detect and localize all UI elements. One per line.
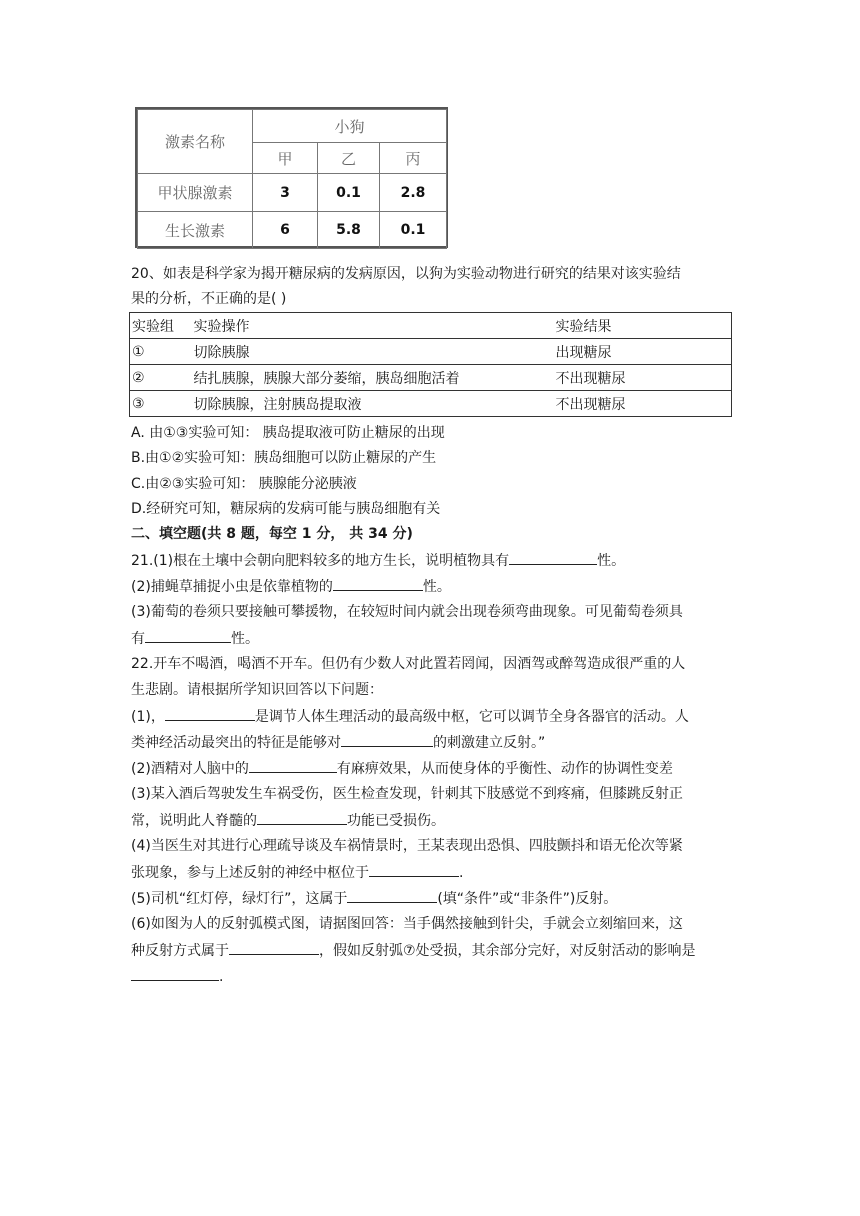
q22-line5 [131, 758, 673, 779]
answer-blank[interactable] [165, 706, 255, 721]
q22-line2: 生悲剧。请根据所学知识回答以下问题： [131, 682, 383, 698]
q22-line11: (6)如图为人的反射弧模式图，请据图回答：当手偶然接触到针尖，手就会立刻缩回来，这 [131, 916, 683, 932]
answer-blank[interactable] [145, 628, 231, 643]
header-puppy: 小狗 [253, 110, 447, 143]
answer-blank[interactable] [347, 888, 437, 903]
experiment-table [129, 312, 732, 417]
answer-blank[interactable] [341, 732, 433, 747]
q21-text: 21.(1)根在土壤中会朝向肥料较多的地方生长，说明植物具有 [131, 553, 510, 569]
cell-operation: 切除胰腺 [192, 339, 554, 365]
q22-line7 [131, 810, 445, 831]
table-row [130, 365, 732, 391]
q21-text: (2)捕蝇草捕捉小虫是依靠植物的 [131, 579, 333, 595]
q22-text: 张现象，参与上述反射的神经中枢位于 [131, 865, 369, 881]
q22-text: 的刺激建立反射。” [433, 735, 546, 751]
q21-text: 性。 [422, 579, 451, 595]
option-b: B.由①②实验可知：胰岛细胞可以防止糖尿的产生 [131, 450, 437, 466]
q22-line1: 22.开车不喝酒，喝酒不开车。但仍有少数人对此置若罔闻，因酒驾或醉驾造成很严重的人 [131, 656, 686, 672]
cell-value: 0.1 [380, 212, 447, 249]
option-c: C.由②③实验可知： 胰腺能分泌胰液 [131, 476, 357, 492]
q22-line9 [131, 862, 463, 883]
answer-blank[interactable] [131, 966, 219, 981]
cell-value: 6 [253, 212, 318, 249]
q21-text: 有 [131, 631, 145, 647]
q22-line13 [131, 966, 223, 987]
q22-line8: (4)当医生对其进行心理疏导谈及车祸情景时，王某表现出恐惧、四肢颤抖和语无伦次等紧 [131, 838, 683, 854]
option-d: D.经研究可知，糖尿病的发病可能与胰岛细胞有关 [131, 501, 441, 517]
answer-blank[interactable] [249, 758, 337, 773]
header-operation: 实验操作 [192, 313, 554, 339]
cell-value: 2.8 [380, 174, 447, 212]
q22-text: 有麻痹效果，从而使身体的乎衡性、动作的协调性变差 [336, 761, 673, 777]
row-name-thyroid: 甲状腺激素 [138, 174, 253, 212]
q22-text: . [459, 865, 464, 881]
cell-operation: 结扎胰腺，胰腺大部分萎缩，胰岛细胞活着 [192, 365, 554, 391]
q20-stem-line2: 果的分析，不正确的是( ) [131, 291, 287, 307]
cell-value: 3 [253, 174, 318, 212]
q22-text: (1)， [131, 709, 165, 725]
cell-result: 不出现糖尿 [554, 391, 732, 417]
table-header-row [130, 313, 732, 339]
header-group: 实验组 [130, 313, 192, 339]
q22-text: 功能已受损伤。 [347, 813, 445, 829]
q22-text: (2)酒精对人脑中的 [131, 761, 249, 777]
q22-line4 [131, 732, 545, 753]
section-title: 二、填空题(共 8 题，每空 1 分， 共 34 分) [131, 526, 413, 542]
column-bing: 丙 [380, 143, 447, 174]
row-name-growth: 生长激素 [138, 212, 253, 249]
q21-text: 性。 [231, 631, 259, 647]
table-row [130, 339, 732, 365]
header-result: 实验结果 [554, 313, 732, 339]
q22-line6: (3)某入酒后驾驶发生车祸受伤，医生检查发现，针刺其下肢感觉不到疼痛，但膝跳反射正 [131, 786, 683, 802]
q22-text: (填“条件”或“非条件”)反射。 [437, 891, 618, 907]
column-yi: 乙 [318, 143, 380, 174]
cell-operation: 切除胰腺，注射胰岛提取液 [192, 391, 554, 417]
cell-value: 5.8 [318, 212, 380, 249]
answer-blank[interactable] [369, 862, 459, 877]
q21-line2 [131, 576, 451, 597]
answer-blank[interactable] [257, 810, 347, 825]
hormone-table [135, 107, 448, 248]
q22-text: 类神经活动最突出的特征是能够对 [131, 735, 341, 751]
q21-text: 性。 [597, 553, 626, 569]
q21-line4 [131, 628, 259, 649]
q22-text: 种反射方式属于 [131, 943, 229, 959]
cell-value: 0.1 [318, 174, 380, 212]
cell-group: ② [130, 365, 192, 391]
table-row [130, 391, 732, 417]
q22-line12 [131, 940, 696, 961]
column-jia: 甲 [253, 143, 318, 174]
cell-result: 不出现糖尿 [554, 365, 732, 391]
q21-line1 [131, 550, 625, 571]
q22-text: (5)司机“红灯停，绿灯行”，这属于 [131, 891, 348, 907]
cell-group: ① [130, 339, 192, 365]
answer-blank[interactable] [229, 940, 319, 955]
q22-line3 [131, 706, 689, 727]
answer-blank[interactable] [333, 576, 423, 591]
q22-text: . [219, 969, 224, 985]
option-a: A. 由①③实验可知： 胰岛提取液可防止糖尿的出现 [131, 425, 445, 441]
answer-blank[interactable] [509, 550, 597, 565]
q21-line3: (3)葡萄的卷须只要接触可攀援物，在较短时间内就会出现卷须弯曲现象。可见葡萄卷须具 [131, 604, 683, 620]
q22-line10 [131, 888, 617, 909]
q22-text: 是调节人体生理活动的最高级中枢，它可以调节全身各器官的活动。人 [254, 709, 689, 725]
cell-result: 出现糖尿 [554, 339, 732, 365]
q22-text: 常，说明此人脊髓的 [131, 813, 257, 829]
header-hormone-name: 激素名称 [138, 110, 253, 174]
cell-group: ③ [130, 391, 192, 417]
q20-stem-line1: 20、如表是科学家为揭开糖尿病的发病原因，以狗为实验动物进行研究的结果对该实验结 [131, 266, 681, 282]
q22-text: ，假如反射弧⑦处受损，其余部分完好，对反射活动的影响是 [319, 943, 696, 959]
